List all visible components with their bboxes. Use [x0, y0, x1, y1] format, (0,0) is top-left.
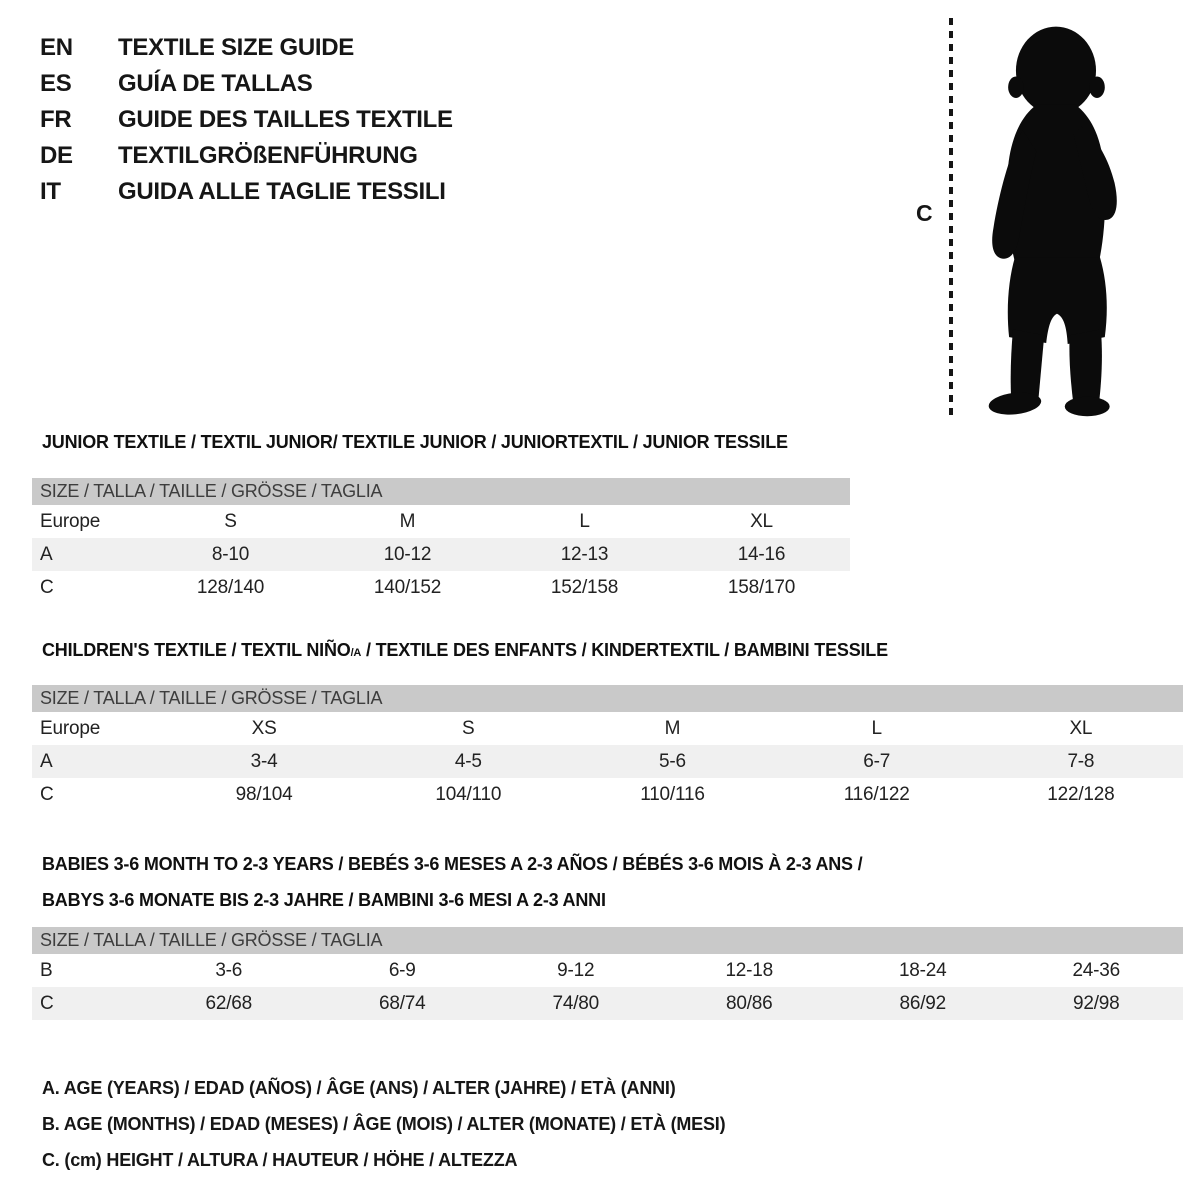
- babies-size-table: [32, 954, 1183, 1020]
- table-cell: 86/92: [836, 987, 1010, 1020]
- babies-size-header-bar: SIZE / TALLA / TAILLE / GRÖSSE / TAGLIA: [32, 927, 1183, 954]
- junior-textile-section: [32, 432, 850, 604]
- children-region-row: [32, 712, 1183, 745]
- row-label: C: [40, 576, 54, 598]
- row-label: A: [32, 745, 162, 778]
- size-column-header: S: [462, 717, 475, 739]
- table-cell: 158/170: [727, 576, 796, 598]
- table-cell: 6-7: [775, 745, 979, 778]
- language-code: EN: [40, 34, 73, 61]
- children-section-title: [32, 640, 1183, 661]
- language-code: ES: [40, 70, 72, 97]
- language-row-en: [40, 30, 453, 66]
- table-cell: 5-6: [570, 745, 774, 778]
- row-label: C: [32, 987, 142, 1020]
- language-code: IT: [40, 178, 61, 205]
- children-age-row: [32, 745, 1183, 778]
- junior-size-table: [32, 505, 850, 604]
- table-cell: 12-18: [725, 959, 774, 981]
- table-cell: 98/104: [235, 783, 293, 805]
- babies-textile-section: [32, 846, 1183, 1020]
- language-code: DE: [40, 142, 73, 169]
- babies-age-row: [32, 954, 1183, 987]
- language-row-es: [40, 66, 453, 102]
- size-column-header: L: [871, 717, 882, 739]
- table-cell: 8-10: [142, 538, 319, 571]
- children-size-table: [32, 712, 1183, 811]
- size-column-header: M: [399, 510, 416, 532]
- table-cell: 3-4: [162, 745, 366, 778]
- height-dashed-line: [949, 18, 953, 418]
- guide-title-es: GUÍA DE TALLAS: [118, 70, 313, 97]
- region-label: Europe: [40, 510, 101, 532]
- children-height-row: [32, 778, 1183, 811]
- legend-notes: [42, 1070, 725, 1178]
- table-cell: 9-12: [557, 959, 595, 981]
- junior-section-title: JUNIOR TEXTILE / TEXTIL JUNIOR/ TEXTILE JUNIOR / JUNIORTEXTIL / JUNIOR TESSILE: [42, 432, 788, 452]
- babies-title-line1: BABIES 3-6 MONTH TO 2-3 YEARS / BEBÉS 3-6 MESES A 2-3 AÑOS / BÉBÉS 3-6 MOIS À 2-3 ANS /: [42, 854, 863, 874]
- children-title-sub: /A: [350, 647, 362, 659]
- toddler-silhouette-icon: [972, 20, 1138, 420]
- table-cell: 7-8: [979, 745, 1183, 778]
- table-cell: 6-9: [388, 959, 416, 981]
- guide-title-it: GUIDA ALLE TAGLIE TESSILI: [118, 178, 446, 205]
- language-row-fr: [40, 102, 453, 138]
- junior-height-row: [32, 571, 850, 604]
- table-cell: 12-13: [496, 538, 673, 571]
- note-age-years: A. AGE (YEARS) / EDAD (AÑOS) / ÂGE (ANS) / ALTER (JAHRE) / ETÀ (ANNI): [42, 1078, 676, 1098]
- table-cell: 24-36: [1072, 959, 1121, 981]
- language-row-de: [40, 138, 453, 174]
- language-code: FR: [40, 106, 72, 133]
- guide-title-fr: GUIDE DES TAILLES TEXTILE: [118, 106, 453, 133]
- table-cell: 92/98: [1010, 987, 1184, 1020]
- table-cell: 152/158: [550, 576, 619, 598]
- size-column-header: M: [664, 717, 681, 739]
- table-cell: 80/86: [663, 987, 837, 1020]
- size-column-header: S: [224, 510, 237, 532]
- junior-region-row: [32, 505, 850, 538]
- language-title-list: [40, 30, 453, 210]
- junior-age-row: [32, 538, 850, 571]
- size-column-header: XS: [251, 717, 277, 739]
- children-textile-section: [32, 640, 1183, 811]
- size-column-header: L: [579, 510, 590, 532]
- children-title-rest: / TEXTILE DES ENFANTS / KINDERTEXTIL / BAMBINI TESSILE: [361, 640, 888, 660]
- junior-size-header-bar: SIZE / TALLA / TAILLE / GRÖSSE / TAGLIA: [32, 478, 850, 505]
- size-column-header: XL: [1069, 717, 1093, 739]
- height-measure-label: C: [916, 200, 933, 226]
- table-cell: 4-5: [366, 745, 570, 778]
- table-cell: 122/128: [1047, 783, 1115, 805]
- babies-title-line2: BABYS 3-6 MONATE BIS 2-3 JAHRE / BAMBINI 3-6 MESI A 2-3 ANNI: [42, 890, 606, 910]
- table-cell: 18-24: [898, 959, 947, 981]
- table-cell: 74/80: [489, 987, 663, 1020]
- note-height-cm: C. (cm) HEIGHT / ALTURA / HAUTEUR / HÖHE / ALTEZZA: [42, 1150, 518, 1170]
- children-size-header-bar: SIZE / TALLA / TAILLE / GRÖSSE / TAGLIA: [32, 685, 1183, 712]
- table-cell: 68/74: [316, 987, 490, 1020]
- babies-height-row: [32, 987, 1183, 1020]
- guide-title-de: TEXTILGRÖßENFÜHRUNG: [118, 142, 418, 169]
- size-column-header: XL: [750, 510, 773, 532]
- note-age-months: B. AGE (MONTHS) / EDAD (MESES) / ÂGE (MOIS) / ALTER (MONATE) / ETÀ (MESI): [42, 1114, 726, 1134]
- table-cell: 3-6: [215, 959, 243, 981]
- region-label: Europe: [40, 717, 101, 739]
- table-cell: 110/116: [640, 783, 705, 805]
- table-cell: 62/68: [142, 987, 316, 1020]
- row-label: A: [32, 538, 142, 571]
- table-cell: 10-12: [319, 538, 496, 571]
- table-cell: 140/152: [373, 576, 442, 598]
- height-measure-figure: [895, 0, 1175, 440]
- row-label: C: [40, 783, 54, 805]
- babies-section-title: [32, 846, 1183, 918]
- table-cell: 116/122: [843, 783, 910, 805]
- children-title-main: CHILDREN'S TEXTILE / TEXTIL NIÑO: [42, 640, 351, 660]
- table-cell: 104/110: [435, 783, 502, 805]
- table-cell: 128/140: [196, 576, 265, 598]
- table-cell: 14-16: [673, 538, 850, 571]
- guide-title-en: TEXTILE SIZE GUIDE: [118, 34, 354, 61]
- row-label: B: [40, 959, 53, 981]
- language-row-it: [40, 174, 453, 210]
